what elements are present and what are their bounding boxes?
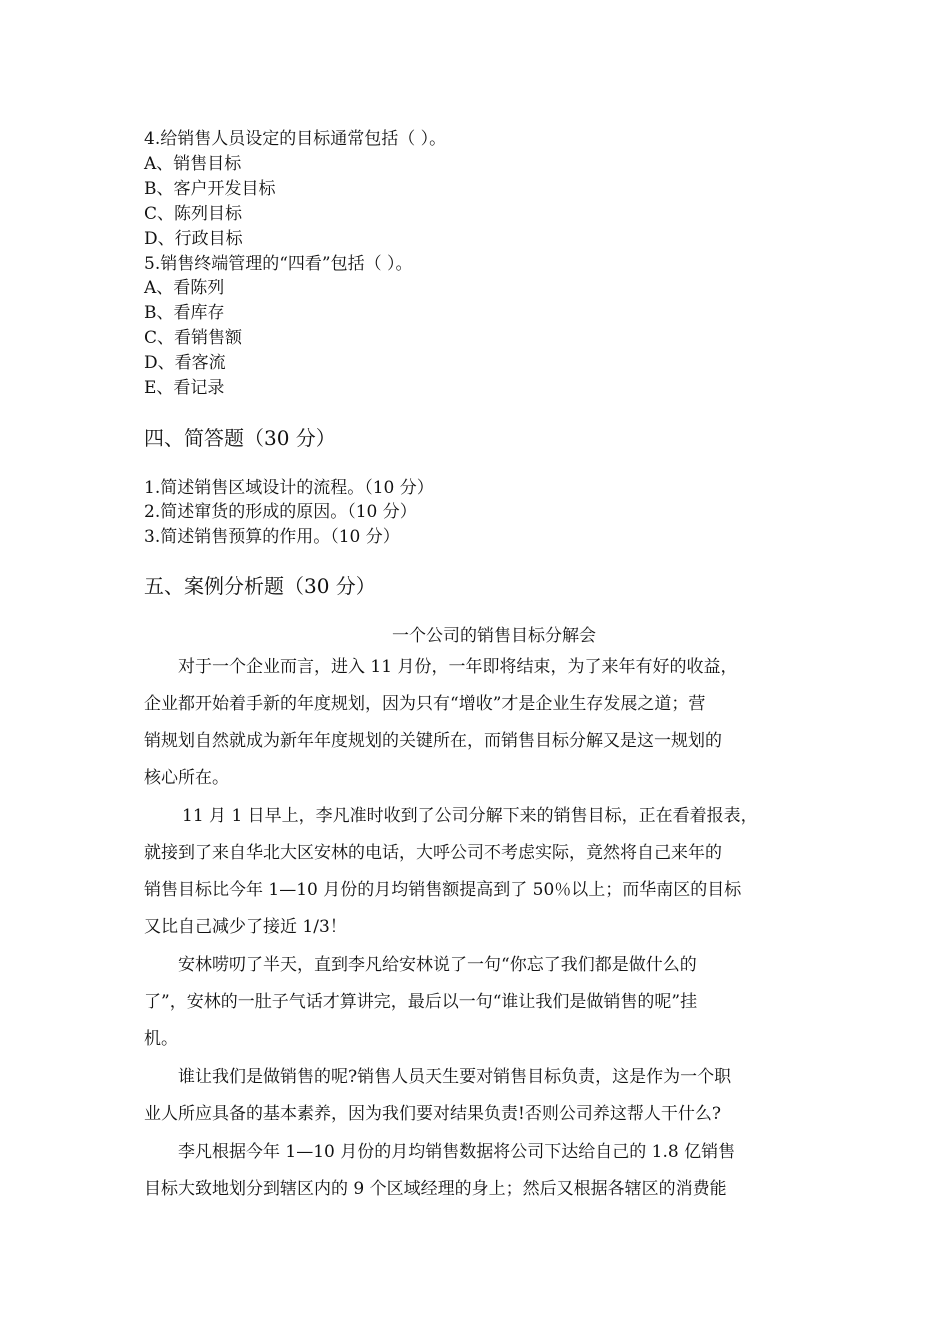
- q5-option-a: A、看陈列: [144, 278, 225, 298]
- case-p1-line-4: 核心所在。: [144, 768, 229, 788]
- case-paragraph-1: [144, 649, 814, 797]
- case-paragraph-2: [144, 798, 814, 946]
- q4-option-c: C、陈列目标: [144, 204, 243, 224]
- case-p4-line-2: 业人所应具备的基本素养，因为我们要对结果负责!否则公司养这帮人干什么?: [144, 1104, 721, 1124]
- q4-option-a: A、销售目标: [144, 154, 242, 174]
- q4-option-d: D、行政目标: [144, 229, 243, 249]
- q5-option-d: D、看客流: [144, 353, 226, 373]
- case-p2-line-2: 就接到了来自华北大区安林的电话，大呼公司不考虑实际，竟然将自己来年的: [144, 843, 722, 863]
- case-p3-line-1: 安林唠叨了半天，直到李凡给安林说了一句“你忘了我们都是做什么的: [178, 955, 697, 975]
- case-p5-line-2: 目标大致地划分到辖区内的 9 个区域经理的身上；然后又根据各辖区的消费能: [144, 1179, 727, 1199]
- case-title: 一个公司的销售目标分解会: [392, 626, 596, 646]
- case-paragraph-3: [144, 947, 814, 1058]
- case-paragraph-4: [144, 1059, 814, 1133]
- case-p2-line-1: 11 月 1 日早上，李凡准时收到了公司分解下来的销售目标，正在看着报表，: [182, 806, 758, 826]
- case-p4-line-1: 谁让我们是做销售的呢?销售人员天生要对销售目标负责，这是作为一个职: [178, 1067, 732, 1087]
- case-p2-line-4: 又比自己减少了接近 1/3！: [144, 917, 347, 937]
- q5-option-c: C、看销售额: [144, 328, 243, 348]
- section5-title: 五、案例分析题（30 分）: [144, 574, 376, 598]
- case-p3-line-2: 了”，安林的一肚子气话才算讲完，最后以一句“谁让我们是做销售的呢”挂: [144, 992, 698, 1012]
- case-p1-line-2: 企业都开始着手新的年度规划，因为只有“增收”才是企业生存发展之道；营: [144, 694, 706, 714]
- section4-question-3: 3.简述销售预算的作用。（10 分）: [144, 527, 400, 547]
- case-paragraph-5: [144, 1134, 814, 1208]
- q5-stem: 5.销售终端管理的“四看”包括（ ）。: [144, 254, 413, 274]
- q5-option-b: B、看库存: [144, 303, 225, 323]
- case-p1-line-3: 销规划自然就成为新年年度规划的关键所在，而销售目标分解又是这一规划的: [144, 731, 722, 751]
- q4-stem: 4.给销售人员设定的目标通常包括（ ）。: [144, 129, 447, 149]
- case-p5-line-1: 李凡根据今年 1—10 月份的月均销售数据将公司下达给自己的 1.8 亿销售: [178, 1142, 736, 1162]
- section4-title: 四、简答题（30 分）: [144, 426, 336, 450]
- section4-question-2: 2.简述窜货的形成的原因。（10 分）: [144, 502, 417, 522]
- case-p3-line-3: 机。: [144, 1029, 178, 1049]
- q5-option-e: E、看记录: [144, 378, 225, 398]
- section4-question-1: 1.简述销售区域设计的流程。（10 分）: [144, 478, 434, 498]
- case-p2-line-3: 销售目标比今年 1—10 月份的月均销售额提高到了 50％以上；而华南区的目标: [144, 880, 742, 900]
- case-p1-line-1: 对于一个企业而言，进入 11 月份，一年即将结束，为了来年有好的收益，: [178, 657, 738, 677]
- q4-option-b: B、客户开发目标: [144, 179, 276, 199]
